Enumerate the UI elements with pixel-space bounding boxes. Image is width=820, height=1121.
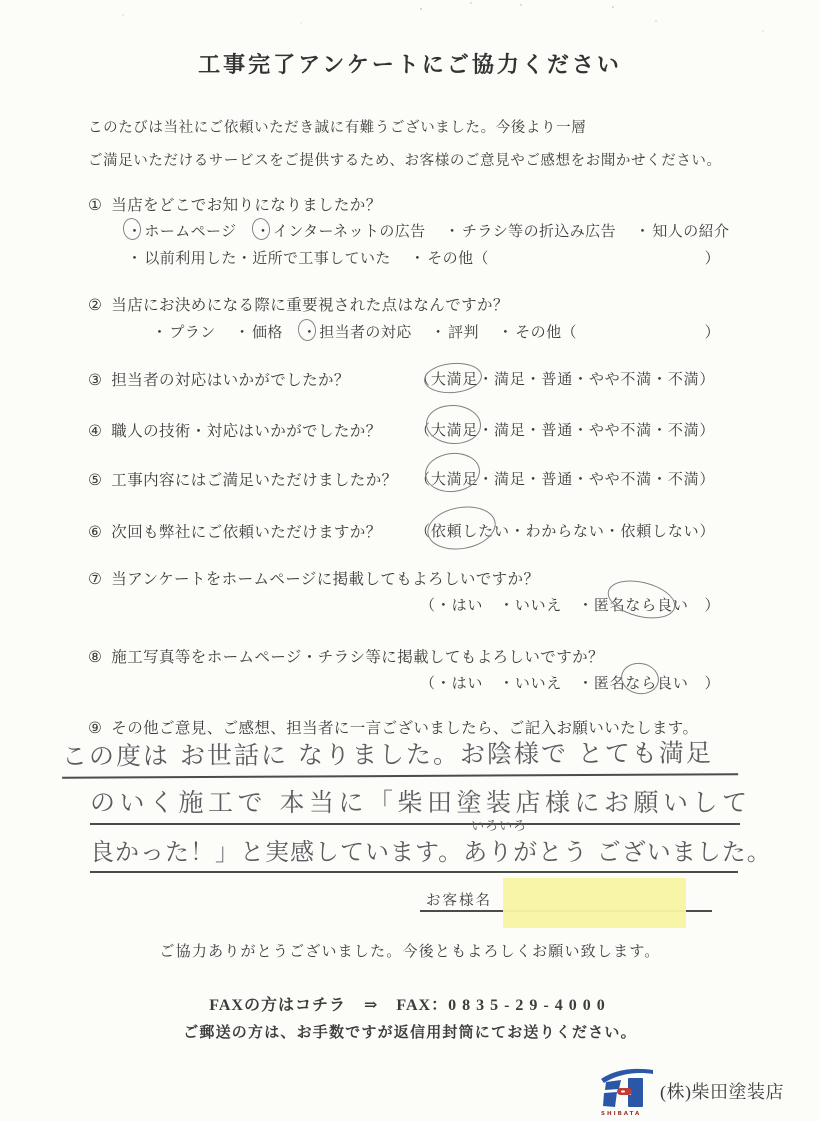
open-paren: （ <box>415 524 431 540</box>
intro-line-1: このたびは当社にご依頼いただき誠に有難うございました。今後より一層 <box>88 120 587 136</box>
option-staff-response <box>302 321 412 342</box>
handwriting-text: 良かった！」と実感しています。 <box>90 838 464 866</box>
option-used-before-label: 以前利用した・近所で工事していた <box>144 251 391 267</box>
question-1-options-row1 <box>127 220 729 241</box>
question-7-text: 当アンケートをホームページに掲載してもよろしいですか？ <box>111 571 540 588</box>
open-paren: （ <box>415 472 431 488</box>
question-2-text: 当店にお決めになる際に重要視された点はなんですか？ <box>111 297 509 314</box>
question-7 <box>88 567 539 589</box>
question-3 <box>88 368 350 390</box>
question-5 <box>88 468 398 490</box>
option-other-label: その他 <box>427 251 474 267</box>
answer-options: 良い <box>657 676 705 692</box>
question-1-number: ① <box>88 197 103 214</box>
question-3-number: ③ <box>88 372 103 389</box>
bullet-icon: ・ <box>444 224 460 240</box>
bullet-icon: ・ <box>497 325 514 341</box>
handwriting-text: ありがとう ございました。 <box>463 838 772 866</box>
option-flyer-label: チラシ等の折込み広告 <box>461 224 616 240</box>
question-6-text: 次回も弊社にご依頼いただけますか？ <box>111 524 382 541</box>
close-paren: ） <box>699 524 716 540</box>
question-3-text: 担当者の対応はいかがでしたか？ <box>111 372 350 389</box>
handwriting-insertion-wrap <box>463 819 772 867</box>
option-reputation-label: 評判 <box>448 325 479 341</box>
intro-text <box>88 112 722 178</box>
option-referral <box>635 220 729 241</box>
option-internet-ad <box>256 220 426 241</box>
answer-options: ・はい ・いいえ ・匿名 <box>435 676 626 692</box>
question-1-options-row2 <box>127 247 720 268</box>
close-paren: ） <box>704 676 721 692</box>
bullet-icon: ・ <box>635 224 651 240</box>
option-used-before <box>127 247 391 268</box>
close-paren: ） <box>699 372 716 388</box>
circled-answer <box>431 520 510 541</box>
fax-label: FAX： <box>396 997 449 1014</box>
question-6 <box>88 520 382 542</box>
question-7-number: ⑦ <box>88 571 103 588</box>
option-referral-label: 知人の紹介 <box>652 224 730 240</box>
option-other <box>498 321 577 342</box>
handwriting-insertion: いろいろ <box>471 819 528 834</box>
close-paren: ） <box>704 598 721 614</box>
circled-answer <box>431 368 478 389</box>
open-paren: （ <box>415 372 431 388</box>
mail-instruction: ご郵送の方は、お手数ですが返信用封筒にてお送りください。 <box>183 1025 637 1041</box>
circled-answer-mark: ・ <box>302 321 317 342</box>
question-2-number: ② <box>88 297 103 314</box>
option-price <box>235 321 283 342</box>
option-internet-ad-label: インターネットの広告 <box>272 224 426 240</box>
question-9-number: ⑨ <box>88 720 103 737</box>
option-reputation <box>431 321 479 342</box>
option-price-label: 価格 <box>252 325 283 341</box>
question-8-answer <box>420 672 720 693</box>
question-5-answer <box>415 468 715 489</box>
selected-rating: 依頼したい <box>430 524 510 540</box>
rating-options: ・満足・普通・やや不満・不満 <box>478 372 700 388</box>
company-logo <box>598 1064 656 1116</box>
close-paren: ） <box>704 325 720 341</box>
question-2 <box>88 293 509 315</box>
selected-rating: 大満足 <box>430 423 479 439</box>
scan-noise <box>0 0 2 2</box>
question-4-text: 職人の技術・対応はいかがでしたか？ <box>111 423 382 440</box>
open-paren: （ <box>420 676 436 692</box>
rating-options: ・満足・普通・やや不満・不満 <box>478 472 700 488</box>
circled-answer <box>610 594 673 615</box>
option-plan-label: プラン <box>169 325 216 341</box>
bullet-icon: ・ <box>127 251 143 267</box>
company-name: (株)柴田塗装店 <box>660 1082 784 1102</box>
option-homepage <box>127 220 237 241</box>
logo-wordmark: SHIBATA <box>601 1111 642 1116</box>
close-paren: ） <box>699 423 716 439</box>
selected-answer: なら <box>625 676 658 692</box>
question-8-text: 施工写真等をホームページ・チラシ等に掲載してもよろしいですか？ <box>111 649 604 666</box>
open-paren: （ <box>420 598 436 614</box>
question-4 <box>88 419 382 441</box>
question-2-options <box>152 321 720 342</box>
answer-options: ・はい ・いいえ ・匿 <box>435 598 610 614</box>
bullet-icon: ・ <box>409 251 426 267</box>
handwritten-comment-line-2 <box>90 775 752 825</box>
open-paren: （ <box>473 251 489 267</box>
selected-rating: 大満足 <box>430 372 479 388</box>
option-other-label: その他 <box>515 325 562 341</box>
circled-answer <box>431 419 478 440</box>
handwriting-text: この度は お世話に なりました。お陰様で とても満足 <box>61 738 713 771</box>
option-staff-response-label: 担当者の対応 <box>319 325 412 341</box>
answer-options: い <box>672 598 705 614</box>
circled-answer <box>431 468 478 489</box>
circled-answer-mark: ・ <box>127 220 142 241</box>
selected-answer: 名なら良 <box>609 598 673 614</box>
circled-answer-mark: ・ <box>256 220 271 241</box>
fax-cta: FAXの方はコチラ <box>209 997 346 1014</box>
rating-options: ・わからない・依頼しない <box>509 524 700 540</box>
question-4-number: ④ <box>88 423 103 440</box>
closing-thanks: ご協力ありがとうございました。今後ともよろしくお願い致します。 <box>159 944 661 960</box>
fax-instruction-row <box>0 992 820 1015</box>
question-8 <box>88 645 604 667</box>
question-3-answer <box>415 368 715 389</box>
page-title: 工事完了アンケートにご協力ください <box>198 52 622 77</box>
close-paren: ） <box>699 472 716 488</box>
redaction-highlight <box>503 878 686 928</box>
option-plan <box>152 321 216 342</box>
bullet-icon: ・ <box>234 325 251 341</box>
option-homepage-label: ホームページ <box>144 224 237 240</box>
question-4-answer <box>415 419 715 440</box>
question-6-answer <box>415 520 715 541</box>
bullet-icon: ・ <box>430 325 447 341</box>
handwriting-text: のいく施工で 本当に「柴田塗装店様にお願いして <box>90 788 752 817</box>
question-8-number: ⑧ <box>88 649 103 666</box>
option-flyer <box>445 220 616 241</box>
right-arrow-icon: ⇒ <box>363 997 379 1014</box>
question-1-text: 当店をどこでお知りになりましたか？ <box>111 197 382 214</box>
close-paren: ） <box>704 251 720 267</box>
open-paren: （ <box>415 423 431 439</box>
bullet-icon: ・ <box>152 325 168 341</box>
logo-graphic <box>598 1064 656 1116</box>
question-6-number: ⑥ <box>88 524 103 541</box>
selected-rating: 大満足 <box>430 472 479 488</box>
intro-line-2: ご満足いただけるサービスをご提供するため、お客様のご意見やご感想をお聞かせください。 <box>88 153 722 169</box>
question-1 <box>88 193 382 215</box>
option-other <box>410 247 489 268</box>
question-5-number: ⑤ <box>88 472 103 489</box>
handwritten-comment-line-3 <box>90 819 772 873</box>
handwritten-comment-line-1 <box>62 725 738 779</box>
question-7-answer <box>420 594 720 615</box>
rating-options: ・満足・普通・やや不満・不満 <box>478 423 700 439</box>
customer-name-label: お客様名 <box>426 893 492 909</box>
question-9-text: その他ご意見、ご感想、担当者に一言ございましたら、ご記入お願いいたします。 <box>111 720 699 737</box>
fax-number: 0835-29-4000 <box>448 997 611 1014</box>
circled-answer <box>625 672 657 693</box>
open-paren: （ <box>561 325 577 341</box>
question-5-text: 工事内容にはご満足いただけましたか？ <box>111 472 398 489</box>
